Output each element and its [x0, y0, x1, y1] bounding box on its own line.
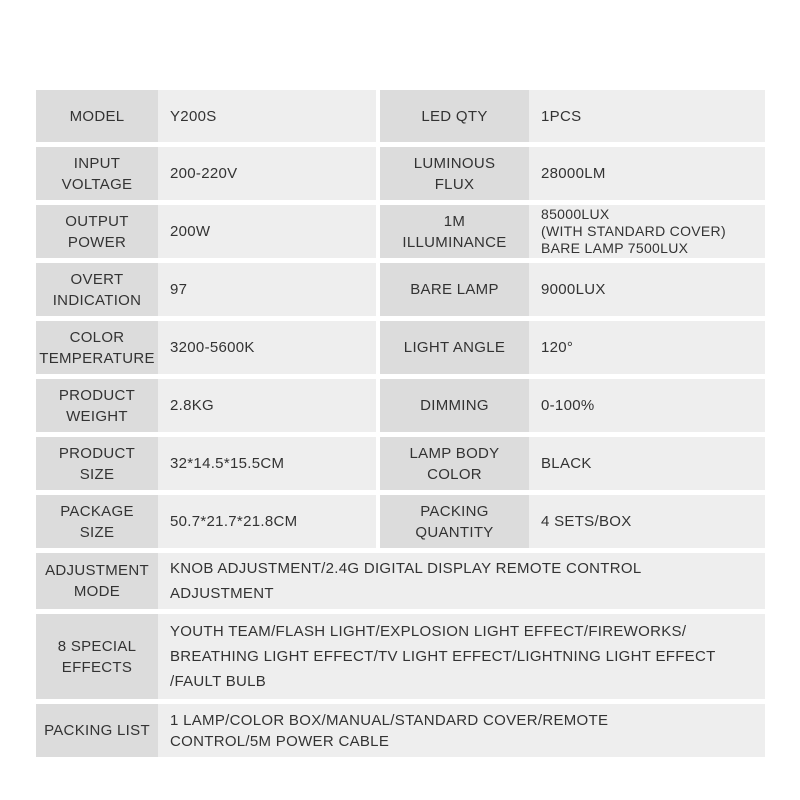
spec-value: Y200S: [158, 90, 376, 142]
spec-label: LIGHT ANGLE: [380, 321, 529, 374]
spec-label: OUTPUT POWER: [36, 205, 158, 258]
spec-value: 1 LAMP/COLOR BOX/MANUAL/STANDARD COVER/REMOTE CONTROL/5M POWER CABLE: [158, 704, 765, 757]
spec-row-wide: [36, 614, 765, 699]
spec-label: PACKAGE SIZE: [36, 495, 158, 548]
spec-row-wide: [36, 704, 765, 757]
spec-label: 8 SPECIAL EFFECTS: [36, 614, 158, 699]
spec-label: 1M ILLUMINANCE: [380, 205, 529, 258]
spec-value: 1PCS: [529, 90, 765, 142]
spec-value: 2.8KG: [158, 379, 376, 432]
spec-label: PRODUCT WEIGHT: [36, 379, 158, 432]
spec-row: [36, 437, 765, 490]
spec-label: PACKING QUANTITY: [380, 495, 529, 548]
spec-row: [36, 495, 765, 548]
spec-value: 28000LM: [529, 147, 765, 200]
spec-label: INPUT VOLTAGE: [36, 147, 158, 200]
spec-label: PACKING LIST: [36, 704, 158, 757]
spec-value: KNOB ADJUSTMENT/2.4G DIGITAL DISPLAY REMOTE CONTROL ADJUSTMENT: [158, 553, 765, 609]
spec-value: 200-220V: [158, 147, 376, 200]
spec-value: 50.7*21.7*21.8CM: [158, 495, 376, 548]
spec-label: LUMINOUS FLUX: [380, 147, 529, 200]
spec-label: LED QTY: [380, 90, 529, 142]
spec-value: 97: [158, 263, 376, 316]
spec-label: PRODUCT SIZE: [36, 437, 158, 490]
spec-value: 9000LUX: [529, 263, 765, 316]
spec-label: BARE LAMP: [380, 263, 529, 316]
spec-row: [36, 90, 765, 142]
spec-label: ADJUSTMENT MODE: [36, 553, 158, 609]
spec-value: YOUTH TEAM/FLASH LIGHT/EXPLOSION LIGHT EFFECT/FIREWORKS/ BREATHING LIGHT EFFECT/TV LIGHT EFFECT/LIGHTNING LIGHT EFFECT /FAULT BULB: [158, 614, 765, 699]
spec-row-wide: [36, 553, 765, 609]
spec-row: [36, 263, 765, 316]
spec-row: [36, 321, 765, 374]
spec-label: LAMP BODY COLOR: [380, 437, 529, 490]
spec-value: 85000LUX (WITH STANDARD COVER) BARE LAMP 7500LUX: [529, 205, 765, 258]
spec-value: 200W: [158, 205, 376, 258]
spec-value: 0-100%: [529, 379, 765, 432]
spec-label: MODEL: [36, 90, 158, 142]
spec-row: [36, 147, 765, 200]
spec-value: 120°: [529, 321, 765, 374]
spec-value: 3200-5600K: [158, 321, 376, 374]
spec-label: OVERT INDICATION: [36, 263, 158, 316]
spec-value: BLACK: [529, 437, 765, 490]
spec-row: [36, 205, 765, 258]
spec-label: DIMMING: [380, 379, 529, 432]
spec-label: COLOR TEMPERATURE: [36, 321, 158, 374]
spec-value: 32*14.5*15.5CM: [158, 437, 376, 490]
spec-row: [36, 379, 765, 432]
spec-table: [36, 90, 765, 762]
spec-value: 4 SETS/BOX: [529, 495, 765, 548]
